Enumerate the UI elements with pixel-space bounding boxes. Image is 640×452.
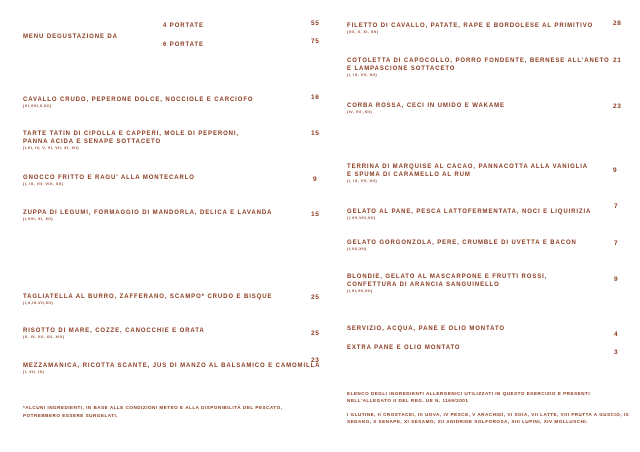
tasting-option-label: 6 PORTATE xyxy=(163,42,204,48)
menu-item xyxy=(23,174,195,187)
dish-price: 7 xyxy=(614,240,619,247)
dish-price: 16 xyxy=(311,94,320,101)
dish-name: COTOLETTA DI CAPOCOLLO, PORRO FONDENTE, BERNESE ALL'ANETO xyxy=(347,58,610,64)
dish-name: ZUPPA DI LEGUMI, FORMAGGIO DI MANDORLA, DELICA E LAVANDA xyxy=(23,210,273,216)
dish-price: 9 xyxy=(614,276,619,283)
dish-name: CAVALLO CRUDO, PEPERONE DOLCE, NOCCIOLE E CARCIOFO xyxy=(23,97,254,103)
dish-name: E LAMPASCIONE SOTTACETO xyxy=(347,66,456,72)
allergen-codes: (IV, VII ,XII) xyxy=(347,110,373,114)
dish-name: RISOTTO DI MARE, COZZE, CANOCCHIE E ORATA xyxy=(23,328,205,334)
dish-name: TAGLIATELLA AL BURRO, ZAFFERANO, SCAMPO* CRUDO E BISQUE xyxy=(23,294,273,300)
allergen-codes: (I,VII,VIII,XII) xyxy=(347,216,376,220)
dish-name: TARTE TATIN DI CIPOLLA E CAPPERI, MOLE DI PEPERONI, xyxy=(23,131,240,137)
extra-item-name: SERVIZIO, ACQUA, PANE E OLIO MONTATO xyxy=(347,326,505,332)
tasting-option-price: 55 xyxy=(311,20,320,27)
allergen-codes: (I,VII,XII) xyxy=(347,247,367,251)
allergen-codes: (I,III, IV, V, VI, VII, XI, XII) xyxy=(23,146,80,150)
dish-price: 25 xyxy=(311,294,320,301)
allergen-codes: (II, IV, VII, XII, XIV) xyxy=(23,335,65,339)
allergen-codes: (I, VII, IX) xyxy=(23,370,45,374)
dish-price: 15 xyxy=(311,211,320,218)
menu-item xyxy=(23,130,239,151)
tasting-option-price: 75 xyxy=(311,38,320,45)
menu-item xyxy=(23,362,320,375)
menu-item xyxy=(23,96,253,109)
menu-item xyxy=(347,273,547,294)
extra-item-price: 3 xyxy=(614,349,619,356)
allergen-codes: (I,III,VII,XII) xyxy=(347,289,373,293)
dish-name: TERRINA DI MARQUISE AL CACAO, PANNACOTTA ALLA VANIGLIA xyxy=(347,164,589,170)
menu-item xyxy=(347,163,588,184)
menu-item xyxy=(23,293,272,306)
dish-name: E SPUMA DI CARAMELLO AL RUM xyxy=(347,172,471,178)
allergen-codes: (I,VIII, XI, XII) xyxy=(23,217,54,221)
dish-price: 21 xyxy=(613,57,622,64)
dish-name: MEZZAMANICA, RICOTTA SCANTE, JUS DI MANZO AL BALSAMICO E CAMOMILLA xyxy=(23,363,321,369)
allergen-codes: (VII, X, XI, XII) xyxy=(347,30,379,34)
dish-price: 15 xyxy=(311,130,320,137)
menu-item xyxy=(347,102,505,115)
tasting-menu-label: MENU DEGUSTAZIONE DA xyxy=(23,34,118,40)
menu-item xyxy=(347,239,577,252)
allergen-codes: (I,II,III,VII,XII) xyxy=(23,301,54,305)
dish-price: 23 xyxy=(613,103,622,110)
dish-price: 9 xyxy=(613,167,618,174)
tasting-option-label: 4 PORTATE xyxy=(163,23,204,29)
dish-name: PANNA ACIDA E SENAPE SOTTACETO xyxy=(23,139,162,145)
footnote: *ALCUNI INGREDIENTI, IN BASE ALLE CONDIZIONI METEO E ALLA DISPONIBILITÀ DEL PESCATO, POTREBBERO ESSERE SURGELATI. xyxy=(23,405,283,418)
dish-name: CORBA ROSSA, CECI IN UMIDO E WAKAME xyxy=(347,103,505,109)
dish-name: GELATO GORGONZOLA, PERE, CRUMBLE DI UVETTA E BACON xyxy=(347,240,577,246)
menu-item xyxy=(23,209,272,222)
allergen-legend-heading: ELENCO DEGLI INGREDIENTI ALLERGENICI UTILIZZATI IN QUESTO ESERCIZIO E PRESENTI NELL'ALLEGATO II DEL REG. UE N. 1169/2001 xyxy=(347,391,591,403)
allergen-codes: (I, IX, VII, VIII, XII) xyxy=(23,182,64,186)
dish-name: FILETTO DI CAVALLO, PATATE, RAPE E BORDOLESE AL PRIMITIVO xyxy=(347,23,594,29)
dish-name: GNOCCO FRITTO E RAGU' ALLA MONTECARLO xyxy=(23,175,195,181)
allergen-legend-list: I GLUTINE, II CROSTACEI, III UOVA, IV PESCE, V ARACHIDI, VI SOIA, VII LATTE, VIII FRUTTA A GUSCIO, IX SEDANO, X SENAPE, XI SESAMO, XII ANIDRIDE SOLFOROSA, XIII LUPINI, XIV MOLLUSCHI. xyxy=(347,412,630,424)
allergen-codes: (I, III, VII, XII) xyxy=(347,73,378,77)
dish-price: 7 xyxy=(614,203,619,210)
extra-item-price: 4 xyxy=(614,331,619,338)
dish-price: 28 xyxy=(613,20,622,27)
allergen-codes: (III,VIII,X,XII) xyxy=(23,104,52,108)
dish-name: BLONDIE, GELATO AL MASCARPONE E FRUTTI ROSSI, xyxy=(347,274,548,280)
menu-item xyxy=(347,208,591,221)
dish-price: 9 xyxy=(313,176,318,183)
dish-name: GELATO AL PANE, PESCA LATTOFERMENTATA, NOCI E LIQUIRIZIA xyxy=(347,209,592,215)
menu-item xyxy=(347,57,610,78)
dish-name: CONFETTURA DI ARANCIA SANGUINELLO xyxy=(347,282,500,288)
dish-price: 23 xyxy=(311,357,320,364)
menu-item xyxy=(347,22,593,35)
menu-item xyxy=(23,327,205,340)
extra-item-name: EXTRA PANE E OLIO MONTATO xyxy=(347,345,461,351)
dish-price: 25 xyxy=(311,330,320,337)
allergen-codes: (I, III, VII, XII) xyxy=(347,179,378,183)
